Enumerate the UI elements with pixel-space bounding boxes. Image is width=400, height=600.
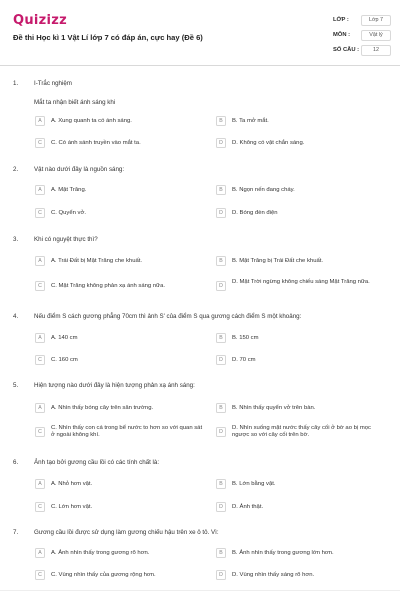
option-text: C. Vùng nhìn thấy của gương rộng hơn. bbox=[51, 572, 156, 578]
option-d[interactable] bbox=[216, 279, 386, 293]
option-text: B. Ngọn nến đang cháy. bbox=[232, 187, 295, 193]
option-a[interactable] bbox=[35, 254, 205, 268]
option-text: C. Mặt Trăng không phản xạ ánh sáng nữa. bbox=[51, 283, 165, 289]
question-number: 2. bbox=[13, 166, 19, 173]
option-text: A. 140 cm bbox=[51, 335, 78, 341]
option-text: C. Quyển vở. bbox=[51, 210, 86, 216]
worksheet-title: Đề thi Học kì 1 Vật Lí lớp 7 có đáp án, cực hay (Đề 6) bbox=[13, 33, 203, 42]
option-letter: A bbox=[35, 548, 45, 558]
option-d[interactable] bbox=[216, 136, 386, 150]
option-text: D. Bóng đèn điện bbox=[232, 210, 278, 216]
option-letter: A bbox=[35, 256, 45, 266]
option-d[interactable] bbox=[216, 425, 386, 439]
page-divider bbox=[0, 590, 400, 591]
meta-class-label: LỚP : bbox=[333, 17, 349, 23]
question-text: Nếu điểm S cách gương phẳng 70cm thì ảnh S' của điểm S qua gương cách điểm S một khoảng: bbox=[34, 313, 302, 320]
option-letter: C bbox=[35, 355, 45, 365]
question-text: Hiện tượng nào dưới đây là hiện tượng phản xạ ánh sáng: bbox=[34, 382, 195, 389]
option-letter: C bbox=[35, 427, 45, 437]
question-text: I-Trắc nghiệm bbox=[34, 80, 72, 87]
option-letter: C bbox=[35, 208, 45, 218]
option-letter: D bbox=[216, 138, 226, 148]
question-text: Khi có nguyệt thực thì? bbox=[34, 236, 98, 243]
option-text: D. Không có vật chắn sáng. bbox=[232, 140, 305, 146]
option-text: A. Ảnh nhìn thấy trong gương rõ hơn. bbox=[51, 550, 150, 556]
option-text: A. Nhỏ hơn vật. bbox=[51, 481, 93, 487]
option-d[interactable] bbox=[216, 500, 386, 514]
question-number: 5. bbox=[13, 382, 19, 389]
worksheet-header bbox=[0, 0, 400, 66]
option-letter: C bbox=[35, 138, 45, 148]
question-number: 3. bbox=[13, 236, 19, 243]
meta-class bbox=[333, 15, 391, 27]
meta-subject bbox=[333, 30, 391, 42]
option-letter: D bbox=[216, 281, 226, 291]
question-number: 7. bbox=[13, 529, 19, 536]
option-c[interactable] bbox=[35, 500, 205, 514]
option-letter: B bbox=[216, 479, 226, 489]
question-subtext: Mắt ta nhận biết ánh sáng khi bbox=[34, 99, 116, 106]
option-letter: A bbox=[35, 479, 45, 489]
option-a[interactable] bbox=[35, 183, 205, 197]
question-text: Ảnh tạo bởi gương cầu lồi có các tính chất là: bbox=[34, 459, 160, 466]
quizizz-logo[interactable]: Quizizz bbox=[13, 13, 68, 28]
option-a[interactable] bbox=[35, 477, 205, 491]
option-text: B. Nhìn thấy quyển vở trên bàn. bbox=[232, 405, 316, 411]
option-c[interactable] bbox=[35, 279, 205, 293]
option-b[interactable] bbox=[216, 401, 386, 415]
option-letter: A bbox=[35, 333, 45, 343]
option-text: A. Mặt Trăng. bbox=[51, 187, 87, 193]
option-text: A. Trái Đất bị Mặt Trăng che khuất. bbox=[51, 258, 143, 264]
option-a[interactable] bbox=[35, 546, 205, 560]
option-b[interactable] bbox=[216, 183, 386, 197]
meta-subject-value: Vật lý bbox=[361, 30, 391, 41]
question-text: Gương cầu lồi được sử dụng làm gương chiếu hậu trên xe ô tô. Vì: bbox=[34, 529, 219, 536]
option-c[interactable] bbox=[35, 136, 205, 150]
meta-question-count bbox=[333, 45, 391, 57]
option-text: B. 150 cm bbox=[232, 335, 259, 341]
question-number: 1. bbox=[13, 80, 19, 87]
option-d[interactable] bbox=[216, 206, 386, 220]
option-c[interactable] bbox=[35, 353, 205, 367]
option-text: D. Nhìn xuống mặt nước thấy cây cối ở bờ ao bị mọc ngược so với cây cối trên bờ. bbox=[232, 425, 371, 439]
option-letter: B bbox=[216, 403, 226, 413]
option-text: C. 160 cm bbox=[51, 357, 78, 363]
option-text: A. Xung quanh ta có ánh sáng. bbox=[51, 118, 132, 124]
option-b[interactable] bbox=[216, 114, 386, 128]
option-text: B. Ảnh nhìn thấy trong gương lớn hơn. bbox=[232, 550, 334, 556]
option-text: A. Nhìn thấy bóng cây trên sân trường. bbox=[51, 405, 154, 411]
option-letter: A bbox=[35, 403, 45, 413]
option-letter: B bbox=[216, 333, 226, 343]
option-b[interactable] bbox=[216, 477, 386, 491]
option-text: D. Mặt Trời ngừng không chiếu sáng Mặt Trăng nữa. bbox=[232, 279, 370, 285]
option-text: C. Nhìn thấy con cá trong bể nước to hơn so với quan sát ở ngoài không khí. bbox=[51, 425, 203, 439]
option-b[interactable] bbox=[216, 546, 386, 560]
option-c[interactable] bbox=[35, 425, 205, 439]
option-letter: D bbox=[216, 208, 226, 218]
meta-subject-label: MÔN : bbox=[333, 32, 351, 38]
option-text: D. Ảnh thật. bbox=[232, 504, 264, 510]
option-letter: A bbox=[35, 116, 45, 126]
option-text: D. 70 cm bbox=[232, 357, 256, 363]
option-text: C. Có ánh sánh truyền vào mắt ta. bbox=[51, 140, 141, 146]
question-number: 4. bbox=[13, 313, 19, 320]
option-letter: B bbox=[216, 548, 226, 558]
option-b[interactable] bbox=[216, 254, 386, 268]
option-letter: B bbox=[216, 185, 226, 195]
option-a[interactable] bbox=[35, 114, 205, 128]
question-number: 6. bbox=[13, 459, 19, 466]
option-b[interactable] bbox=[216, 331, 386, 345]
option-letter: B bbox=[216, 256, 226, 266]
option-letter: A bbox=[35, 185, 45, 195]
option-letter: C bbox=[35, 570, 45, 580]
option-letter: C bbox=[35, 281, 45, 291]
option-c[interactable] bbox=[35, 206, 205, 220]
option-text: B. Mặt Trăng bị Trái Đất che khuất. bbox=[232, 258, 324, 264]
meta-question-count-value: 12 bbox=[361, 45, 391, 56]
option-letter: D bbox=[216, 355, 226, 365]
option-a[interactable] bbox=[35, 331, 205, 345]
option-letter: D bbox=[216, 427, 226, 437]
option-letter: D bbox=[216, 570, 226, 580]
option-text: B. Ta mở mắt. bbox=[232, 118, 269, 124]
meta-class-value: Lớp 7 bbox=[361, 15, 391, 26]
option-letter: D bbox=[216, 502, 226, 512]
meta-question-count-label: SỐ CÂU : bbox=[333, 47, 360, 53]
question-text: Vật nào dưới đây là nguồn sáng: bbox=[34, 166, 125, 173]
option-c[interactable] bbox=[35, 568, 205, 582]
option-d[interactable] bbox=[216, 568, 386, 582]
option-text: C. Lớn hơn vật. bbox=[51, 504, 93, 510]
option-d[interactable] bbox=[216, 353, 386, 367]
option-a[interactable] bbox=[35, 401, 205, 415]
option-letter: C bbox=[35, 502, 45, 512]
option-text: B. Lớn bằng vật. bbox=[232, 481, 276, 487]
option-text: D. Vùng nhìn thấy sáng rõ hơn. bbox=[232, 572, 315, 578]
option-letter: B bbox=[216, 116, 226, 126]
